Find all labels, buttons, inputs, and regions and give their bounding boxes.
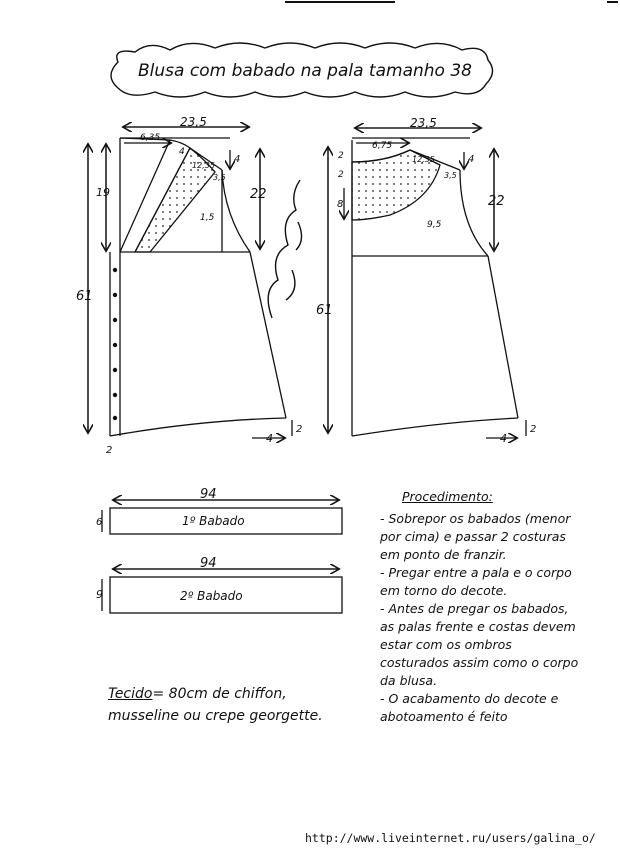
front-neck-drop-b-label: 2	[338, 170, 344, 180]
back-length-label: 61	[76, 289, 93, 304]
front-hem-width-label: 4	[500, 432, 507, 445]
back-piece	[88, 127, 292, 438]
front-piece	[328, 128, 526, 438]
fabric-text: = 80cm de chiffon, musseline ou crepe georgette.	[108, 686, 323, 724]
back-shoulder-label: 12,35	[192, 161, 215, 170]
back-placket-label: 2	[106, 445, 113, 456]
back-yoke-height-label: 19	[96, 186, 110, 199]
signature	[268, 180, 301, 318]
ruffle-2-height-label: 9	[96, 588, 103, 601]
front-neck-drop-a-label: 2	[338, 151, 344, 161]
front-armhole-label: 3,5	[444, 171, 457, 180]
back-neck-width-label: 6,35	[140, 133, 161, 143]
front-armhole-depth-label: 22	[488, 194, 505, 209]
fabric-note	[108, 683, 358, 727]
back-hem-width-label: 4	[266, 432, 273, 445]
ruffle-1-width-label: 94	[200, 487, 217, 502]
procedure-step: - Antes de pregar os babados, as palas frente e costas devem estar com os ombros costurados assim como o corpo da blusa.	[380, 601, 579, 688]
front-side-drop-label: 4	[468, 154, 475, 165]
ruffle-2-width-label: 94	[200, 556, 217, 571]
back-neck-a-label: 4	[179, 147, 185, 157]
back-width-label: 23,5	[180, 115, 207, 129]
back-armhole-label: 3,5	[213, 173, 226, 182]
source-url[interactable]: http://www.liveinternet.ru/users/galina_o/	[305, 831, 596, 845]
back-side-drop-label: 4	[234, 154, 241, 165]
pattern-title: Blusa com babado na pala tamanho 38	[138, 61, 472, 81]
procedure-step: - O acabamento do decote e abotoamento é feito	[380, 691, 559, 724]
back-armhole-curve-label: 1,5	[200, 213, 215, 223]
front-armhole-curve-label: 9,5	[427, 220, 442, 230]
procedure-step: - Pregar entre a pala e o corpo em torno do decote.	[380, 565, 572, 598]
front-length-label: 61	[316, 303, 333, 318]
front-width-label: 23,5	[410, 116, 437, 130]
ruffle-1-label: 1º Babado	[182, 514, 245, 528]
procedure-heading: Procedimento:	[402, 489, 493, 504]
procedure-block	[380, 488, 580, 726]
back-buttons	[113, 268, 117, 420]
ruffle-1-height-label: 6	[96, 517, 103, 528]
back-armhole-depth-label: 22	[250, 187, 267, 202]
fabric-label: Tecido	[108, 686, 153, 702]
front-yoke-height-label: 8	[337, 199, 344, 210]
front-hem-rise-label: 2	[530, 424, 537, 435]
procedure-step: - Sobrepor os babados (menor por cima) e passar 2 costuras em ponto de franzir.	[380, 511, 571, 562]
back-hem-rise-label: 2	[296, 424, 303, 435]
front-shoulder-label: 12,35	[412, 155, 435, 164]
ruffle-2-label: 2º Babado	[180, 589, 243, 603]
front-neck-width-label: 6,75	[372, 141, 393, 151]
